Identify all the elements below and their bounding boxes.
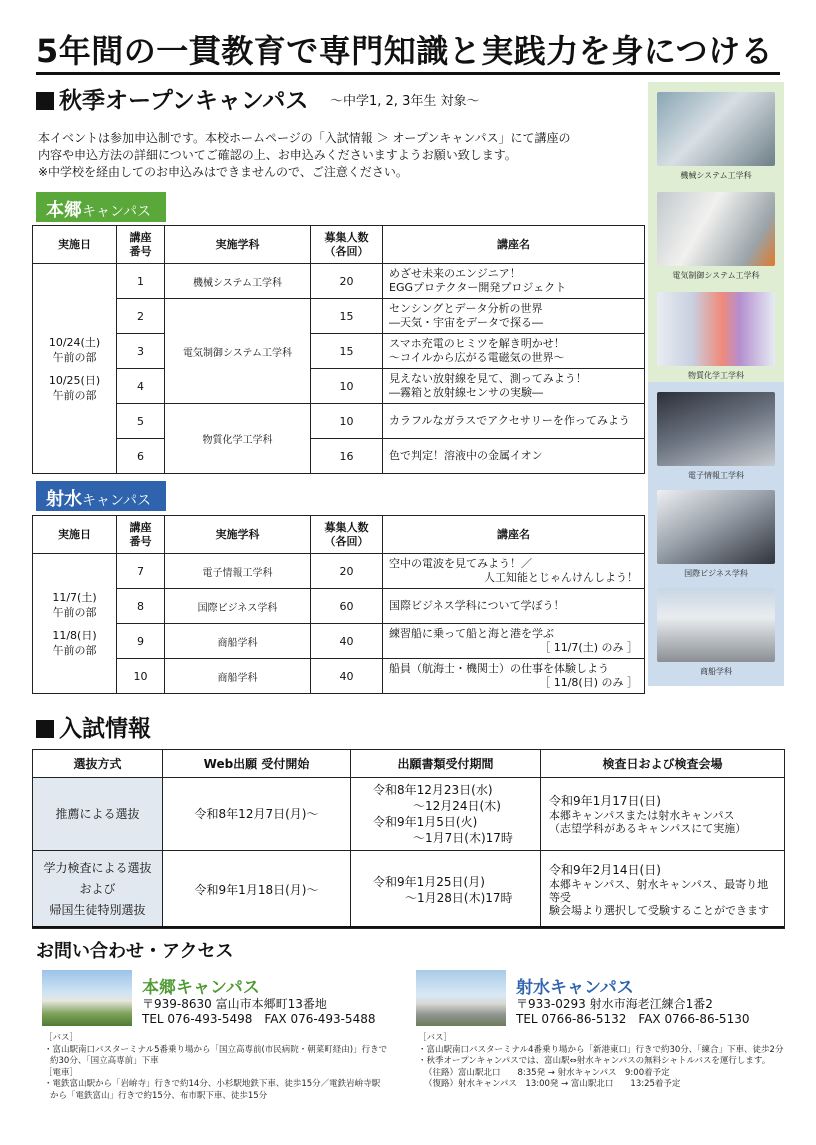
table-row — [33, 624, 645, 659]
capacity-cell: 10 — [311, 404, 383, 439]
course-subtitle: ―天気・宇宙をデータで探る― — [389, 316, 543, 329]
header-date: 実施日 — [33, 516, 117, 554]
course-title: スマホ充電のヒミツを解き明かせ！ — [389, 337, 565, 350]
course-no: 9 — [117, 624, 165, 659]
venue-cell — [541, 851, 785, 929]
contact-heading: お問い合わせ・アクセス — [36, 941, 234, 962]
photo-caption: 電気制御システム工学科 — [672, 271, 760, 280]
dept-cell: 電気制御システム工学科 — [165, 299, 311, 404]
web-start-cell: 令和8年12月7日(月)～ — [163, 778, 351, 851]
hongo-campus-photo — [42, 970, 132, 1026]
date-line: 11/8(日) — [52, 628, 97, 642]
note-line: から「電鉄富山」行きで約15分、布市駅下車、徒歩15分 — [50, 1090, 268, 1101]
table-row — [33, 778, 785, 851]
square-bullet-icon — [36, 92, 54, 110]
table-row — [33, 369, 645, 404]
course-title-cell — [383, 439, 645, 474]
course-title: センシングとデータ分析の世界 — [389, 302, 543, 315]
imizu-access-notes — [418, 1033, 783, 1091]
photo-mechanical — [657, 92, 775, 166]
date-line: 午前の部 — [52, 605, 97, 619]
venue-cell — [541, 778, 785, 851]
docs-line: ～1月7日(木)17時 — [413, 831, 513, 845]
note-line: ・秋季オープンキャンパスでは、富山駅⇔射水キャンパスの無料シャトルバスを運行します。 — [418, 1056, 771, 1066]
dept-cell: 商船学科 — [165, 659, 311, 694]
venue-line: 本郷キャンパス、射水キャンパス、最寄り地等受 — [549, 878, 769, 904]
intro-line: ※中学校を経由してのお申込みはできませんので、ご注意ください。 — [38, 165, 408, 179]
course-title-cell — [383, 404, 645, 439]
hongo-contact-name: 本郷キャンパス — [142, 978, 260, 998]
method-cell — [33, 851, 163, 929]
table-header-row — [33, 226, 645, 264]
exam-info-table — [32, 749, 785, 929]
header-course-no: 講座 番号 — [117, 226, 165, 264]
header-capacity: 募集人数 （各回） — [311, 226, 383, 264]
table-row — [33, 404, 645, 439]
course-title-cell — [383, 589, 645, 624]
venue-date: 令和9年2月14日(日) — [549, 863, 661, 877]
note-line: ・電鉄富山駅から「岩峅寺」行きで約14分、小杉駅地鉄下車、徒歩15分／電鉄岩峅寺駅 — [44, 1079, 381, 1089]
note-line: ・富山駅南口バスターミナル5番乗り場から「国立高専前(市民病院・朝菜町経由)」行きで — [44, 1044, 388, 1055]
method-line: 帰国生徒特別選抜 — [49, 903, 146, 917]
note-line: （往路）富山駅北口 8:35発 → 射水キャンパス 9:00着予定 — [424, 1067, 670, 1078]
date-line: 午前の部 — [52, 350, 97, 364]
header-course-name: 講座名 — [383, 516, 645, 554]
hongo-address: 〒939-8630 富山市本郷町13番地 — [142, 997, 327, 1011]
table-row — [33, 851, 785, 929]
course-subtitle: ～コイルから広がる電磁気の世界～ — [389, 351, 565, 364]
course-title: 色で判定！溶液中の金属イオン — [389, 449, 543, 462]
hongo-campus-suffix: キャンパス — [82, 204, 152, 220]
course-no: 8 — [117, 589, 165, 624]
web-start-cell: 令和9年1月18日(月)～ — [163, 851, 351, 929]
method-line: 学力検査による選抜 — [43, 861, 152, 875]
title-divider — [36, 72, 780, 75]
capacity-cell: 20 — [311, 264, 383, 299]
course-note: ［ 11/8(日) のみ ］ — [539, 676, 638, 689]
table-row — [33, 554, 645, 589]
capacity-cell: 16 — [311, 439, 383, 474]
venue-date: 令和9年1月17日(日) — [549, 794, 661, 808]
open-campus-heading — [36, 82, 308, 115]
docs-period-cell — [351, 778, 541, 851]
photo-electronics — [657, 392, 775, 466]
capacity-cell: 15 — [311, 299, 383, 334]
hongo-campus-tag — [36, 192, 166, 222]
open-campus-target: ～中学1, 2, 3年生 対象～ — [330, 94, 480, 109]
photo-electrical — [657, 192, 775, 266]
photo-chemistry — [657, 292, 775, 366]
note-line: ［バス］ — [418, 1033, 453, 1043]
docs-line: 令和9年1月5日(火) — [373, 815, 478, 829]
imizu-campus-suffix: キャンパス — [82, 493, 152, 509]
intro-text — [38, 130, 638, 181]
course-no: 2 — [117, 299, 165, 334]
docs-line: 令和8年12月23日(水) — [373, 783, 493, 797]
course-title: カラフルなガラスでアクセサリーを作ってみよう — [389, 414, 630, 427]
note-line: ・富山駅南口バスターミナル4番乗り場から「新港東口」行きで約30分、「練合」下車、徒歩2分 — [418, 1044, 784, 1055]
header-dept: 実施学科 — [165, 516, 311, 554]
course-title-cell — [383, 554, 645, 589]
course-note: ［ 11/7(土) のみ ］ — [539, 641, 638, 654]
photo-caption: 機械システム工学科 — [680, 171, 752, 180]
photo-caption: 国際ビジネス学科 — [684, 569, 748, 578]
imizu-address: 〒933-0293 射水市海老江練合1番2 — [516, 997, 713, 1011]
header-venue: 検査日および検査会場 — [541, 750, 785, 778]
header-docs: 出願書類受付期間 — [351, 750, 541, 778]
open-campus-heading-text: 秋季オープンキャンパス — [59, 88, 309, 114]
course-subtitle: 人工知能とじゃんけんしよう！ — [484, 571, 638, 584]
course-no: 10 — [117, 659, 165, 694]
course-title-cell — [383, 369, 645, 404]
date-line: 午前の部 — [52, 388, 97, 402]
method-line: および — [79, 882, 116, 896]
date-cell — [33, 554, 117, 694]
course-no: 6 — [117, 439, 165, 474]
capacity-cell: 20 — [311, 554, 383, 589]
square-bullet-icon — [36, 720, 54, 738]
docs-line: 令和9年1月25日(月) — [373, 874, 485, 889]
photo-maritime — [657, 588, 775, 662]
course-title: 練習船に乗って船と海と港を学ぶ — [389, 627, 554, 640]
dept-cell: 物質化学工学科 — [165, 404, 311, 474]
course-title: 見えない放射線を見て、測ってみよう！ — [389, 372, 587, 385]
course-title-cell — [383, 334, 645, 369]
date-line: 10/25(日) — [48, 373, 101, 387]
note-line: 約30分、「国立高専前」下車 — [50, 1056, 159, 1066]
course-no: 7 — [117, 554, 165, 589]
date-cell — [33, 264, 117, 474]
note-line: ［バス］ — [44, 1033, 79, 1043]
exam-heading — [36, 710, 151, 743]
method-cell: 推薦による選抜 — [33, 778, 163, 851]
hongo-photo-group — [648, 82, 784, 382]
table-row — [33, 439, 645, 474]
dept-cell: 電子情報工学科 — [165, 554, 311, 589]
table-header-row — [33, 750, 785, 778]
capacity-cell: 40 — [311, 659, 383, 694]
dept-cell: 国際ビジネス学科 — [165, 589, 311, 624]
header-method: 選抜方式 — [33, 750, 163, 778]
hongo-phone: TEL 076-493-5498 FAX 076-493-5488 — [142, 1012, 376, 1026]
course-no: 5 — [117, 404, 165, 439]
course-title-cell — [383, 264, 645, 299]
intro-line: 内容や申込方法の詳細についてご確認の上、お申込みくださいますようお願い致します。 — [38, 148, 517, 162]
intro-line: 本イベントは参加申込制です。本校ホームページの「入試情報 ＞ オープンキャンパス」にて講座の — [38, 131, 571, 145]
course-title: 船員（航海士・機関士）の仕事を体験しよう — [389, 662, 609, 675]
imizu-photo-group — [648, 382, 784, 686]
course-no: 4 — [117, 369, 165, 404]
table-row — [33, 659, 645, 694]
table-row — [33, 264, 645, 299]
table-row — [33, 589, 645, 624]
note-line: （復路）射水キャンパス 13:00発 → 富山駅北口 13:25着予定 — [424, 1079, 681, 1089]
docs-period-cell — [351, 851, 541, 929]
venue-line: （志望学科があるキャンパスにて実施） — [549, 822, 747, 835]
header-capacity: 募集人数 （各回） — [311, 516, 383, 554]
course-title-cell — [383, 659, 645, 694]
course-title: 空中の電波を見てみよう！／ — [389, 557, 532, 570]
course-subtitle: ―霧箱と放射線センサの実験― — [389, 386, 543, 399]
contact-divider — [32, 926, 784, 928]
photo-caption: 電子情報工学科 — [688, 471, 744, 480]
imizu-course-table — [32, 515, 645, 694]
imizu-contact-name: 射水キャンパス — [516, 978, 634, 998]
date-line: 11/7(土) — [52, 590, 97, 604]
venue-line: 本郷キャンパスまたは射水キャンパス — [549, 809, 735, 822]
course-title-cell — [383, 299, 645, 334]
course-title-cell — [383, 624, 645, 659]
department-photo-panel — [648, 82, 784, 686]
course-title: 国際ビジネス学科について学ぼう！ — [389, 599, 565, 612]
table-row — [33, 299, 645, 334]
header-dept: 実施学科 — [165, 226, 311, 264]
dept-cell: 商船学科 — [165, 624, 311, 659]
hongo-course-table — [32, 225, 645, 474]
note-line: ［電車］ — [44, 1067, 79, 1078]
course-no: 3 — [117, 334, 165, 369]
page-title: 5年間の一貫教育で専門知識と実践力を身につける — [36, 32, 774, 70]
course-no: 1 — [117, 264, 165, 299]
date-line: 10/24(土) — [48, 335, 101, 349]
imizu-campus-tag — [36, 481, 166, 511]
venue-line: 験会場より選択して受験することができます — [549, 904, 769, 917]
hongo-campus-name: 本郷 — [46, 200, 82, 221]
docs-line: ～12月24日(木) — [413, 799, 501, 813]
photo-caption: 物質化学工学科 — [688, 371, 744, 380]
imizu-phone: TEL 0766-86-5132 FAX 0766-86-5130 — [516, 1012, 750, 1026]
course-title: めざせ未来のエンジニア！ — [389, 267, 521, 280]
header-course-no: 講座 番号 — [117, 516, 165, 554]
exam-heading-text: 入試情報 — [59, 716, 151, 742]
dept-cell: 機械システム工学科 — [165, 264, 311, 299]
course-subtitle: EGGプロテクター開発プロジェクト — [389, 281, 567, 294]
capacity-cell: 10 — [311, 369, 383, 404]
hongo-access-notes — [44, 1033, 387, 1102]
imizu-campus-name: 射水 — [46, 489, 82, 510]
imizu-campus-photo — [416, 970, 506, 1026]
header-course-name: 講座名 — [383, 226, 645, 264]
date-line: 午前の部 — [52, 643, 97, 657]
capacity-cell: 60 — [311, 589, 383, 624]
table-row — [33, 334, 645, 369]
capacity-cell: 15 — [311, 334, 383, 369]
table-header-row — [33, 516, 645, 554]
photo-caption: 商船学科 — [700, 667, 732, 676]
header-web: Web出願 受付開始 — [163, 750, 351, 778]
docs-line: ～1月28日(木)17時 — [405, 890, 513, 905]
header-date: 実施日 — [33, 226, 117, 264]
photo-business — [657, 490, 775, 564]
capacity-cell: 40 — [311, 624, 383, 659]
